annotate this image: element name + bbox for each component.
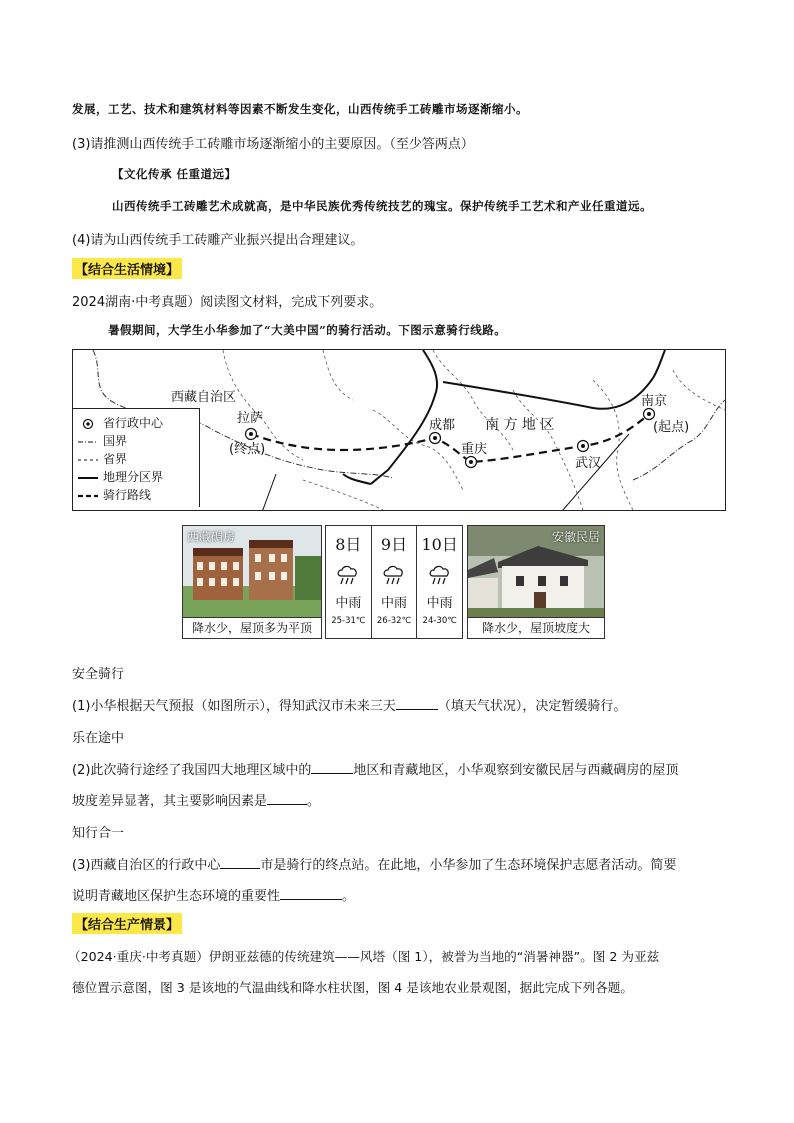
chongqing-marker [466, 457, 477, 468]
region-border-line-icon [77, 472, 99, 484]
legend-route: 骑行路线 [77, 487, 151, 503]
anhui-house-photo [467, 525, 605, 639]
chengdu-marker [430, 433, 441, 444]
question-3-importance: 说明青藏地区保护生态环境的重要性 。 [72, 889, 356, 904]
label-south-region: 南 方 地 区 [485, 417, 555, 433]
weather-forecast [325, 525, 463, 639]
answer-blank-2[interactable] [311, 761, 353, 774]
label-lhasa-end: (终点) [229, 442, 266, 457]
rain-icon [336, 564, 360, 586]
label-nanjing-start: (起点) [653, 420, 690, 435]
answer-blank-1[interactable] [396, 697, 438, 710]
anhui-photo-caption: 降水少，屋顶坡度大 [468, 617, 604, 638]
culture-heading: 【文化传承 任重道远】 [112, 167, 237, 181]
tibet-photo-caption: 降水少，屋顶多为平顶 [183, 617, 321, 638]
label-lhasa: 拉萨 [237, 411, 264, 426]
national-border-line-icon [77, 436, 99, 448]
answer-blank-3[interactable] [267, 792, 307, 805]
rain-icon [382, 564, 406, 586]
production-paragraph-2: 德位置示意图，图 3 是该地的气温曲线和降水柱状图，图 4 是该地农业景观图，据此完成下列各题。 [72, 980, 633, 995]
label-chengdu: 成都 [429, 418, 456, 433]
tag-life-context: 【结合生活情境】 [72, 258, 182, 279]
legend-capital: 省行政中心 [77, 415, 163, 431]
production-paragraph-1: （2024·重庆·中考真题）伊朗亚兹德的传统建筑——风塔（图 1），被誉为当地的“消暑神器”。图 2 为亚兹 [68, 949, 660, 964]
map-legend [73, 408, 200, 507]
wuhan-marker [578, 441, 589, 452]
section-know-act: 知行合一 [72, 826, 125, 841]
tag-production-context: 【结合生产情景】 [72, 913, 182, 934]
question-4-suggestion: (4)请为山西传统手工砖雕产业振兴提出合理建议。 [72, 233, 364, 248]
answer-blank-5[interactable] [280, 887, 342, 900]
label-chongqing: 重庆 [461, 442, 488, 457]
rain-icon [428, 564, 452, 586]
route-line-icon [77, 490, 99, 502]
tibet-house-photo [182, 525, 322, 639]
legend-region-border: 地理分区界 [77, 469, 163, 485]
question-3-brick-carving: (3)请推测山西传统手工砖雕市场逐渐缩小的主要原因。（至少答两点） [72, 137, 474, 152]
label-tibet-region: 西藏自治区 [171, 390, 237, 405]
label-wuhan: 武汉 [575, 456, 602, 471]
question-3-lhasa: (3)西藏自治区的行政中心 市是骑行的终点站。在此地，小华参加了生态环境保护志愿者活动。简要 [72, 858, 677, 873]
answer-blank-4[interactable] [220, 856, 260, 869]
provincial-border-line-icon [77, 454, 99, 466]
section-joy: 乐在途中 [72, 731, 125, 746]
intro-life: 暑假期间，大学生小华参加了“大美中国”的骑行活动。下图示意骑行线路。 [108, 323, 507, 337]
label-nanjing: 南京 [641, 394, 668, 409]
weather-day-3: 10日 中雨 24-30℃ [421, 535, 458, 626]
question-1-weather: (1)小华根据天气预报（如图所示），得知武汉市未来三天 （填天气状况），决定暂缓骑行。 [72, 699, 627, 714]
anhui-photo-title: 安徽民居 [551, 530, 600, 544]
legend-provincial-border: 省界 [77, 451, 127, 467]
weather-day-2: 9日 中雨 26-32℃ [372, 526, 418, 638]
cycling-route-map [72, 349, 726, 511]
section-safe-cycling: 安全骑行 [72, 667, 125, 682]
weather-day-1: 8日 中雨 25-31℃ [326, 526, 372, 638]
paragraph-continuation: 发展，工艺、技术和建筑材料等因素不断发生变化，山西传统手工砖雕市场逐渐缩小。 [72, 102, 528, 116]
question-2-factor: 坡度差异显著，其主要影响因素是 。 [72, 794, 321, 809]
question-2-region: (2)此次骑行途经了我国四大地理区域中的 地区和青藏地区，小华观察到安徽民居与西藏碉房的屋顶 [72, 763, 679, 778]
legend-national-border: 国界 [77, 433, 127, 449]
capital-symbol-icon [77, 418, 99, 430]
tibet-photo-title: 西藏碉房 [187, 530, 236, 544]
source-life: 2024湖南·中考真题）阅读图文材料，完成下列要求。 [72, 295, 383, 310]
culture-body: 山西传统手工砖雕艺术成就高，是中华民族优秀传统技艺的瑰宝。保护传统手工艺术和产业任重道远。 [112, 199, 652, 213]
